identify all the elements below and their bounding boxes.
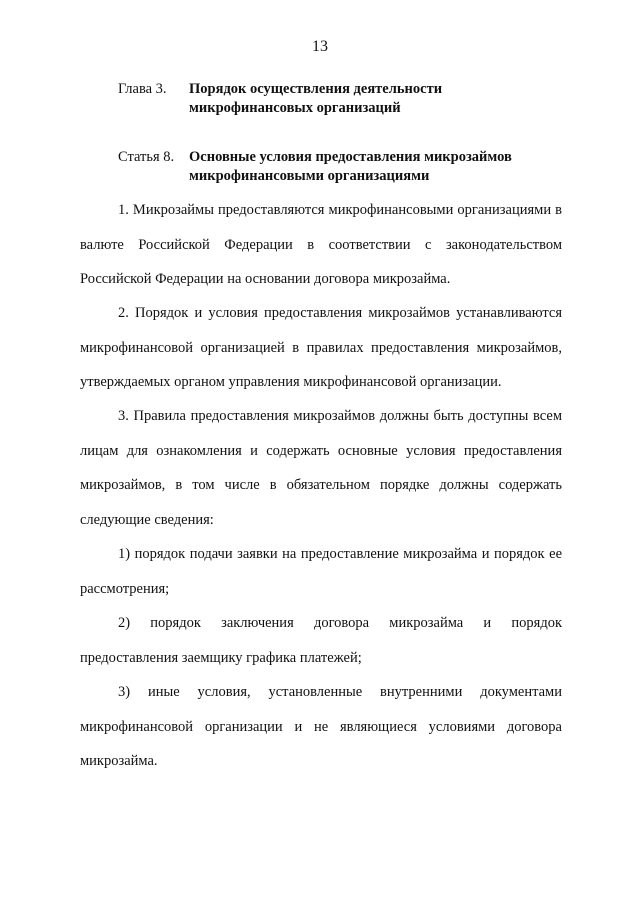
chapter-title-line-1: Порядок осуществления деятельности xyxy=(189,81,443,97)
chapter-title-line-2: микрофинансовых организаций xyxy=(189,100,401,116)
paragraph-2: 2. Порядок и условия предоставления микрозаймов устанавливаются микрофинансовой организацией в правилах предоставления микрозаймов, утверждаемых органом управления микрофинансовой организации. xyxy=(80,305,562,390)
list-item-3: 3) иные условия, установленные внутренними документами микрофинансовой организации и не являющиеся условиями договора микрозайма. xyxy=(80,684,562,769)
list-item-1: 1) порядок подачи заявки на предоставление микрозайма и порядок ее рассмотрения; xyxy=(80,546,562,597)
page-number: 13 xyxy=(312,38,328,55)
paragraph-1: 1. Микрозаймы предоставляются микрофинансовыми организациями в валюте Российской Федерации в соответствии с законодательством Российской Федерации на основании договора микрозайма. xyxy=(80,202,562,287)
article-title-line-1: Основные условия предоставления микрозаймов xyxy=(189,149,512,165)
list-item-2: 2) порядок заключения договора микрозайма и порядок предоставления заемщику графика платежей; xyxy=(80,615,562,666)
article-title-line-2: микрофинансовыми организациями xyxy=(189,168,430,184)
paragraph-3: 3. Правила предоставления микрозаймов должны быть доступны всем лицам для ознакомления и содержать основные условия предоставления микрозаймов, в том числе в обязательном порядке должны содержать следующие сведения: xyxy=(80,408,562,528)
chapter-label: Глава 3. xyxy=(118,81,167,97)
article-title xyxy=(189,148,589,186)
article-label: Статья 8. xyxy=(118,149,175,165)
chapter-title xyxy=(189,80,589,118)
